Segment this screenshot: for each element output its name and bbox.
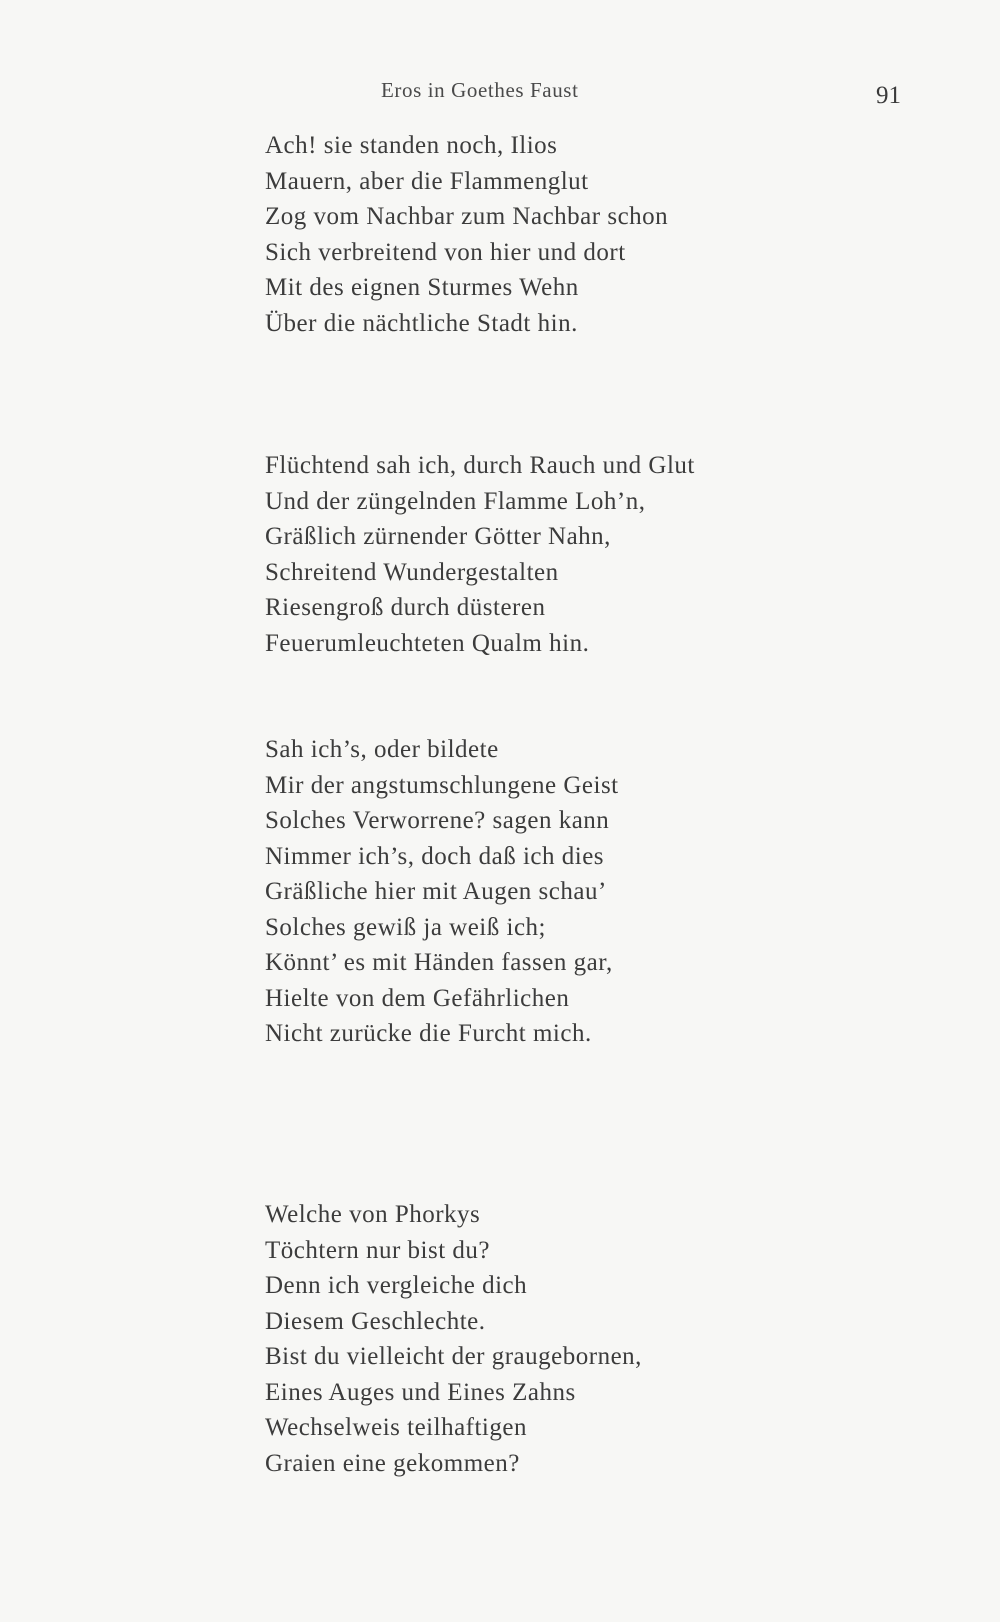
verse-line: Mit des eignen Sturmes Wehn xyxy=(265,274,579,301)
verse-line: Solches Verworrene? sagen kann xyxy=(265,807,610,834)
verse-line: Könnt’ es mit Händen fassen gar, xyxy=(265,949,613,976)
verse-line: Feuerumleuchteten Qualm hin. xyxy=(265,629,590,657)
verse-line: Nimmer ich’s, doch daß ich dies xyxy=(265,842,605,870)
verse-line: Bist du vielleicht der graugebornen, xyxy=(265,1343,642,1370)
verse-line: Mir der angstumschlungene Geist xyxy=(265,771,619,799)
verse-line: Nicht zurücke die Furcht mich. xyxy=(265,1020,592,1047)
stanza-1 xyxy=(265,128,668,341)
verse-line: Welche von Phorkys xyxy=(265,1201,481,1228)
verse-line: Ach! sie standen noch, Ilios xyxy=(265,132,558,159)
stanza-3 xyxy=(265,732,619,1052)
verse-line: Gräßliche hier mit Augen schau’ xyxy=(265,878,607,905)
stanza-4 xyxy=(265,1197,642,1481)
stanza-2 xyxy=(265,448,695,661)
verse-line: Graien eine gekommen? xyxy=(265,1449,520,1477)
verse-line: Wechselweis teilhaftigen xyxy=(265,1414,527,1441)
verse-line: Gräßlich zürnender Götter Nahn, xyxy=(265,523,611,550)
verse-line: Denn ich vergleiche dich xyxy=(265,1272,528,1299)
verse-line: Sich verbreitend von hier und dort xyxy=(265,238,626,266)
verse-line: Solches gewiß ja weiß ich; xyxy=(265,913,546,941)
verse-line: Eines Auges und Eines Zahns xyxy=(265,1378,576,1406)
verse-line: Flüchtend sah ich, durch Rauch und Glut xyxy=(265,452,695,479)
verse-line: Und der züngelnden Flamme Loh’n, xyxy=(265,487,646,515)
verse-line: Töchtern nur bist du? xyxy=(265,1236,491,1264)
verse-line: Mauern, aber die Flammenglut xyxy=(265,167,589,195)
verse-line: Sah ich’s, oder bildete xyxy=(265,736,499,763)
verse-line: Über die nächtliche Stadt hin. xyxy=(265,309,578,337)
verse-line: Schreitend Wundergestalten xyxy=(265,558,559,586)
running-head: Eros in Goethes Faust xyxy=(381,78,579,102)
page-number: 91 xyxy=(876,82,901,109)
verse-line: Zog vom Nachbar zum Nachbar schon xyxy=(265,203,669,230)
verse-line: Hielte von dem Gefährlichen xyxy=(265,984,570,1012)
verse-line: Riesengroß durch düsteren xyxy=(265,594,546,621)
verse-line: Diesem Geschlechte. xyxy=(265,1307,486,1335)
